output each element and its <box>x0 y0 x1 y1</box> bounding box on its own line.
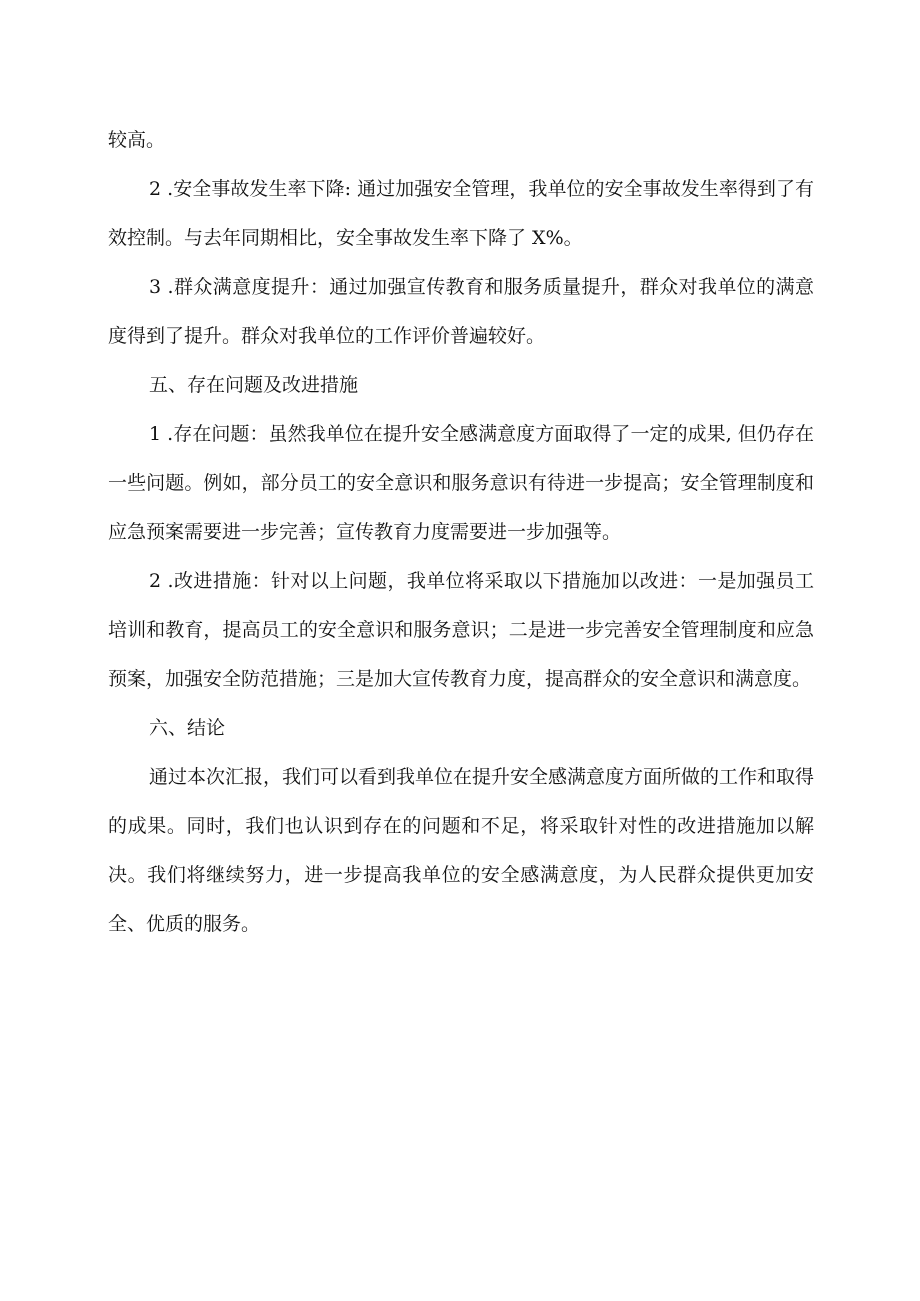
document-body <box>108 116 814 949</box>
paragraph-continuation: 较高。 <box>108 129 166 151</box>
paragraph-accident-rate: 2 .安全事故发生率下降: 通过加强安全管理，我单位的安全事故发生率得到了有效控制。与去年同期相比，安全事故发生率下降了 X%。 <box>108 178 814 249</box>
section-heading-problems: 五、存在问题及改进措施 <box>149 374 359 396</box>
paragraph-conclusion: 通过本次汇报，我们可以看到我单位在提升安全感满意度方面所做的工作和取得的成果。同时，我们也认识到存在的问题和不足，将采取针对性的改进措施加以解决。我们将继续努力，进一步提高我单位的安全感满意度，为人民群众提供更加安全、优质的服务。 <box>108 766 815 935</box>
paragraph-improvement-measures: 2 .改进措施：针对以上问题，我单位将采取以下措施加以改进：一是加强员工培训和教育，提高员工的安全意识和服务意识；二是进一步完善安全管理制度和应急预案，加强安全防范措施；三是加大宣传教育力度，提高群众的安全意识和满意度。 <box>108 570 814 690</box>
paragraph-existing-problems: 1 .存在问题：虽然我单位在提升安全感满意度方面取得了一定的成果, 但仍存在一些问题。例如，部分员工的安全意识和服务意识有待进一步提高；安全管理制度和应急预案需要进一步完善；宣传教育力度需要进一步加强等。 <box>108 423 814 543</box>
paragraph-satisfaction: 3 .群众满意度提升：通过加强宣传教育和服务质量提升，群众对我单位的满意度得到了提升。群众对我单位的工作评价普遍较好。 <box>108 276 814 347</box>
section-heading-conclusion: 六、结论 <box>149 717 226 739</box>
